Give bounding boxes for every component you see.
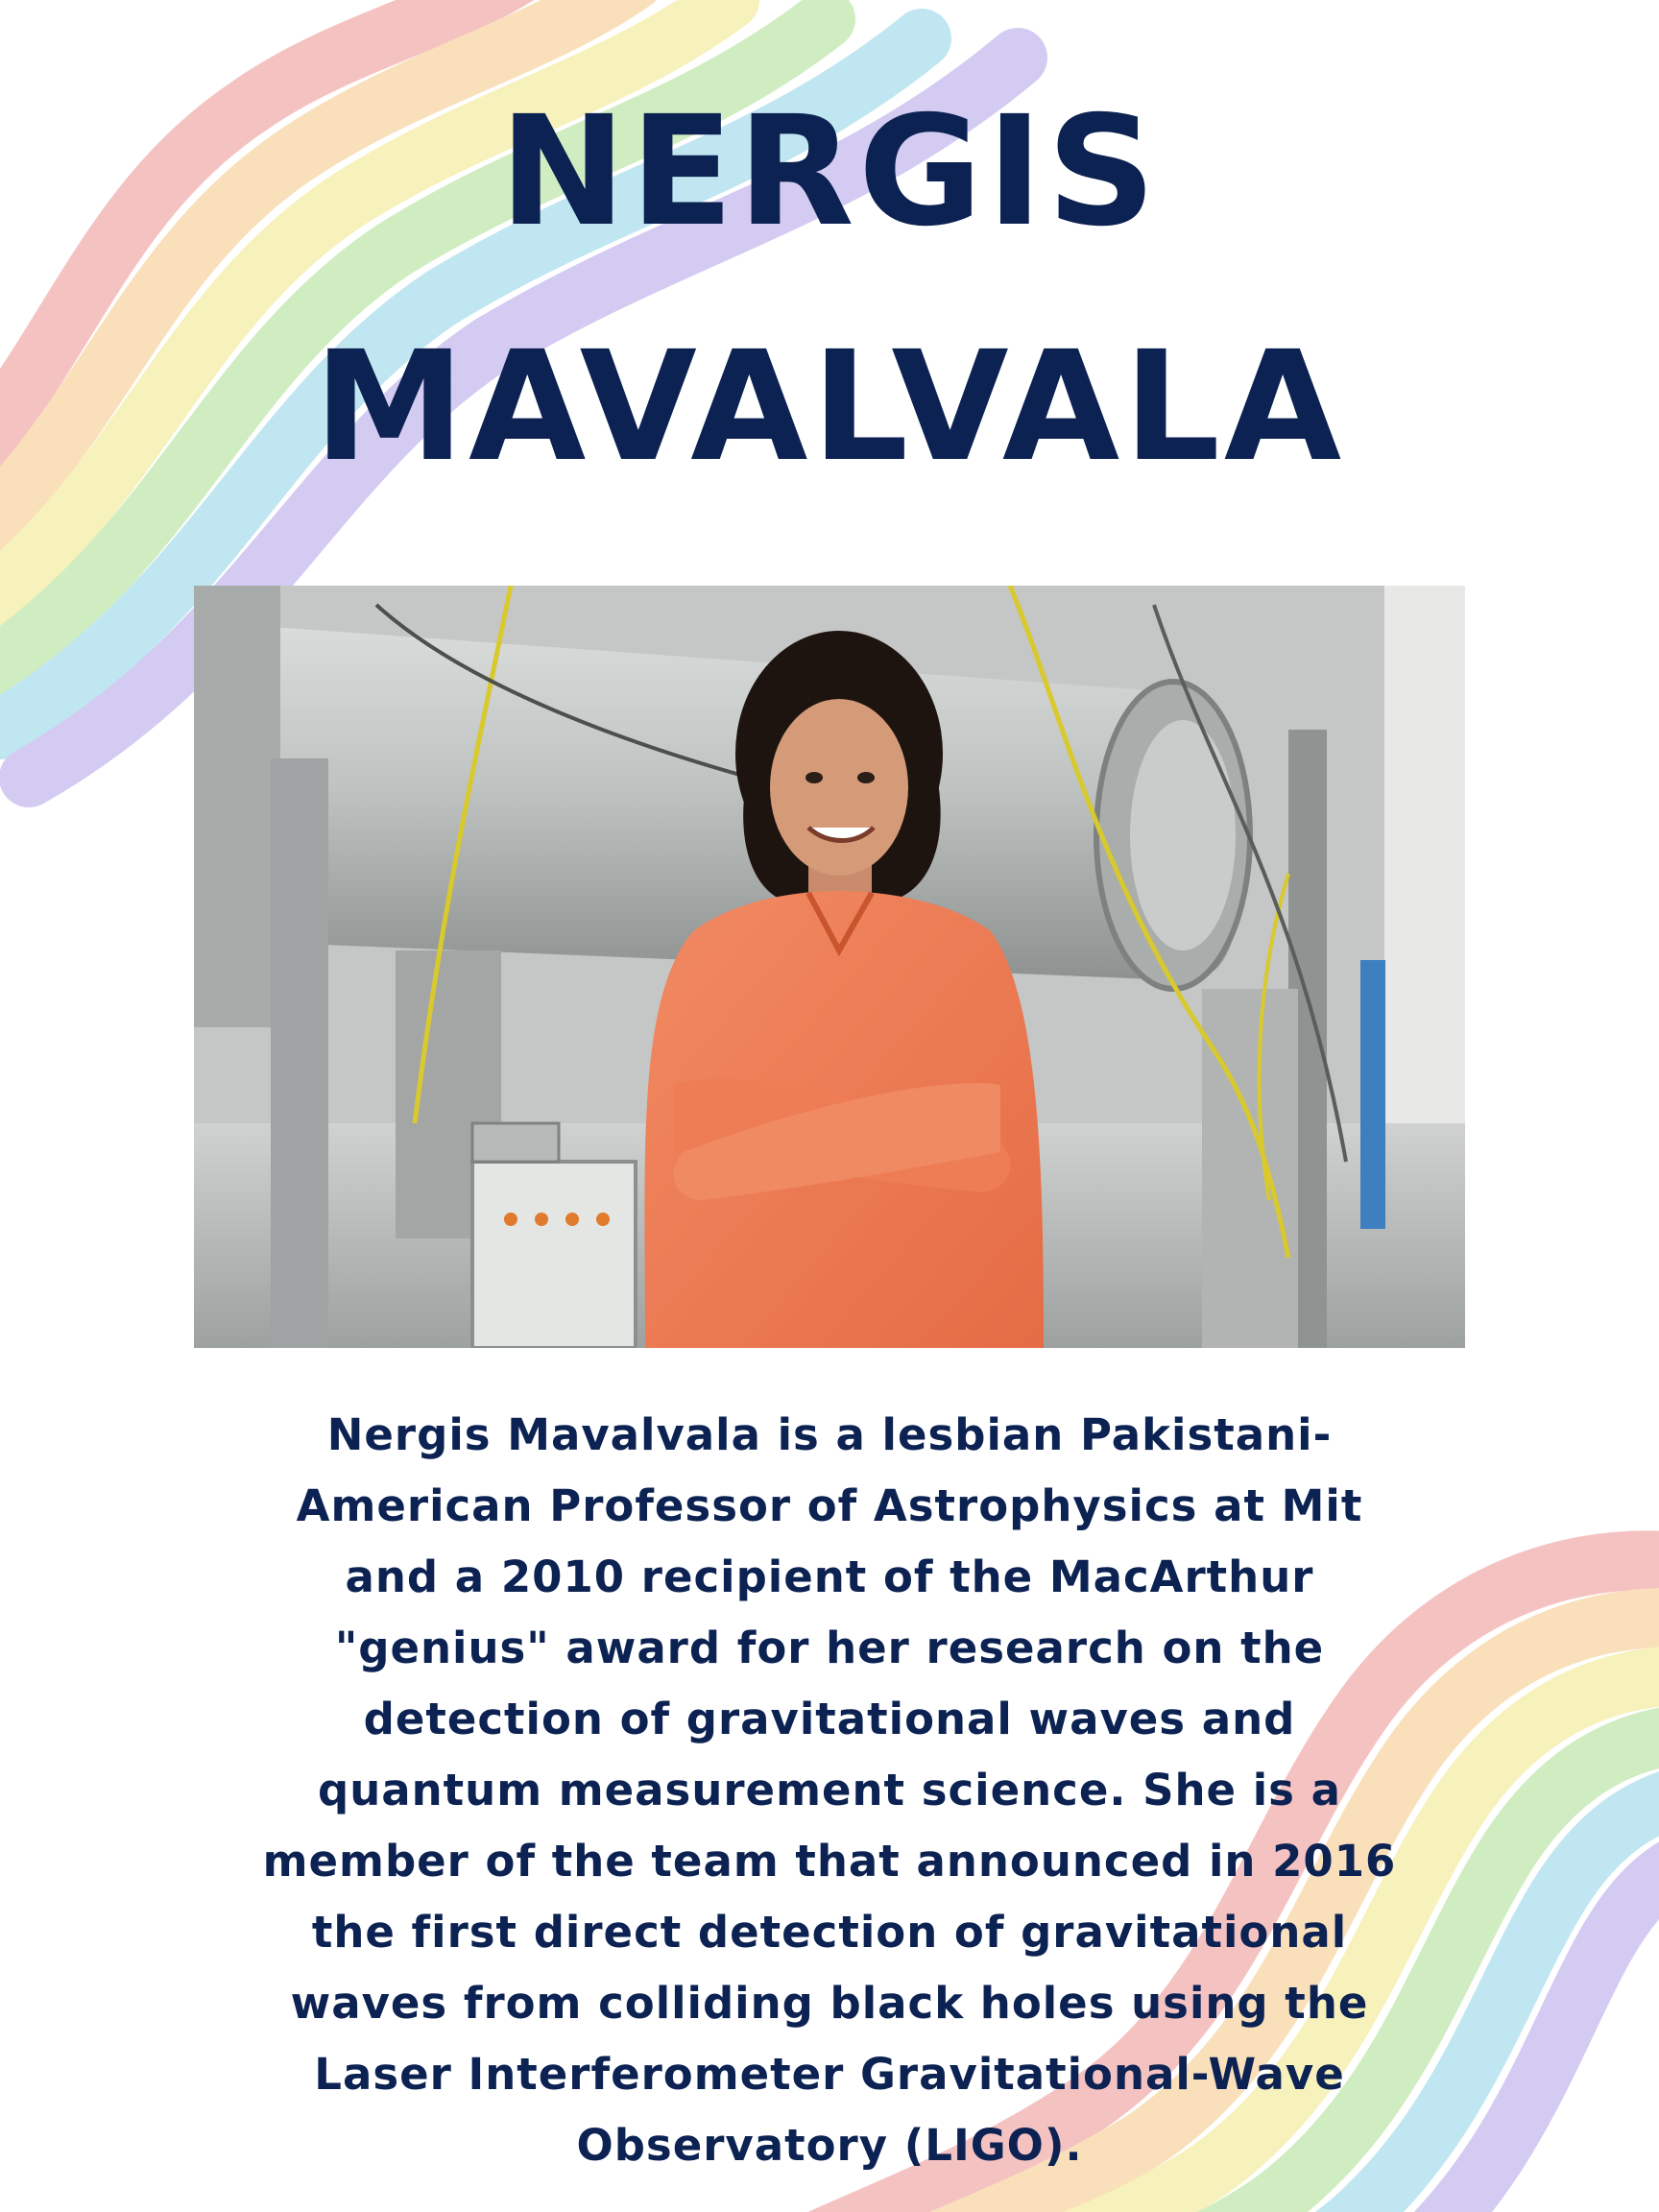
- bio-line: "genius" award for her research on the: [334, 1623, 1325, 1673]
- bio-line: Observatory (LIGO).: [576, 2120, 1083, 2171]
- bio-line: Nergis Mavalvala is a lesbian Pakistani-: [326, 1409, 1333, 1460]
- title-last-name: MAVALVALA: [313, 319, 1346, 495]
- bio-line: quantum measurement science. She is a: [318, 1765, 1341, 1815]
- face: [770, 699, 908, 876]
- blue-cylinder: [1360, 960, 1385, 1229]
- bio-line: the first direct detection of gravitational: [311, 1907, 1348, 1958]
- small-box: [472, 1123, 559, 1162]
- left-flange: [194, 586, 280, 1027]
- bio-line: and a 2010 recipient of the MacArthur: [345, 1551, 1314, 1602]
- bio-line: American Professor of Astrophysics at Mit: [296, 1480, 1363, 1531]
- bio-line: Laser Interferometer Gravitational-Wave: [314, 2049, 1345, 2100]
- bio-line: member of the team that announced in 2016: [262, 1836, 1397, 1887]
- tube-flange-inner: [1130, 720, 1236, 950]
- bio-paragraph: [182, 1400, 1477, 2181]
- bio-line: waves from colliding black holes using the: [290, 1978, 1369, 2029]
- support-pillar: [271, 758, 328, 1348]
- portrait-photo: [194, 586, 1465, 1348]
- bio-line: detection of gravitational waves and: [363, 1694, 1296, 1744]
- title-first-name: NERGIS: [498, 84, 1161, 260]
- right-rack: [1202, 989, 1298, 1348]
- control-box: [472, 1162, 636, 1348]
